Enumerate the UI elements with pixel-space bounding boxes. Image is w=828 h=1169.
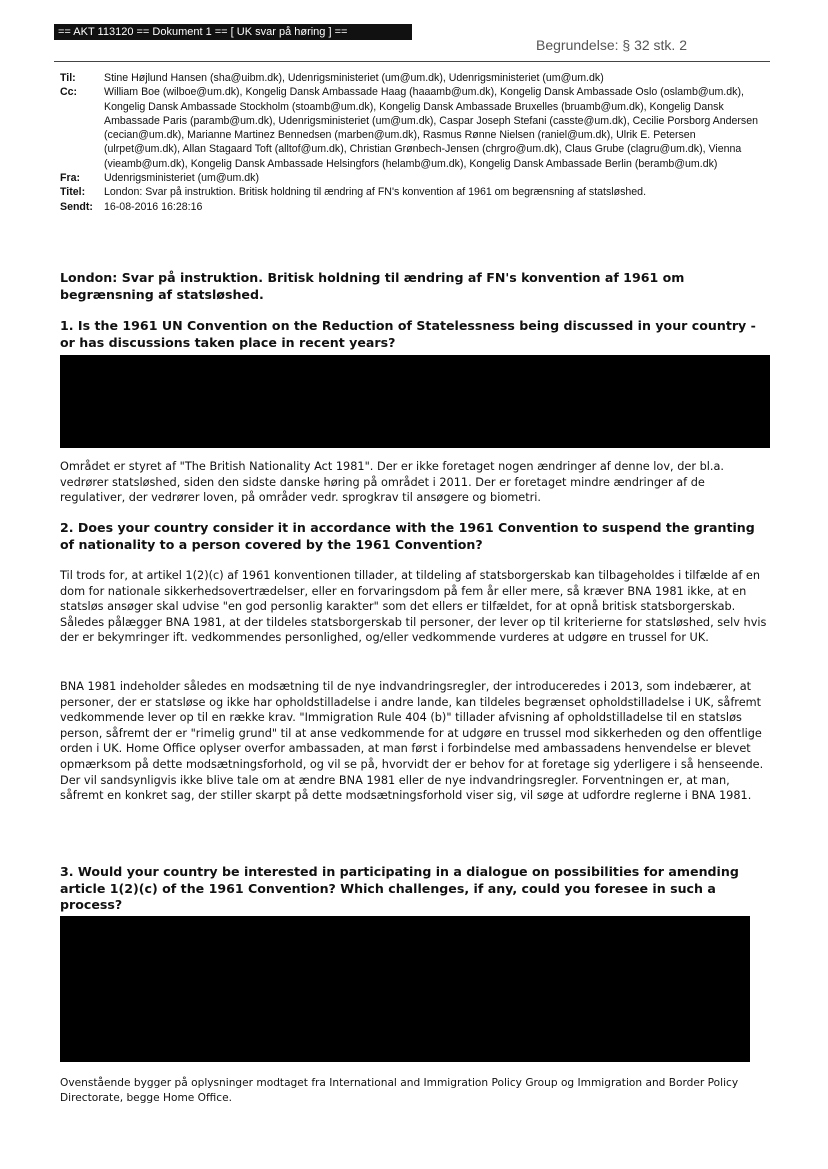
header-divider: [54, 61, 770, 62]
from-row: [60, 171, 772, 185]
cc-value: William Boe (wilboe@um.dk), Kongelig Dansk Ambassade Haag (haaamb@um.dk), Kongelig Dansk Ambassade Oslo (oslamb@um.dk), Kongelig Dansk Ambassade Stockholm (stoamb@um.dk), Kongelig Dansk Ambassade Bruxelles (bruamb@um.dk), Kongelig Dansk Ambassade Paris (paramb@um.dk), Udenrigsministeriet (um@um.dk), Caspar Joseph Stefani (casste@um.dk), Cecilie Porsborg Andersen (cecian@um.dk), Marianne Martinez Bennedsen (marben@um.dk), Rasmus Rønne Nielsen (raniel@um.dk), Ulrik E. Petersen (ulrpet@um.dk), Allan Stagaard Toft (alltof@um.dk), Christian Grønbech-Jensen (chrgro@um.dk), Claus Grube (clagru@um.dk), Vienna (vieamb@um.dk), Kongelig Dansk Ambassade Helsingfors (helamb@um.dk), Kongelig Dansk Ambassade Berlin (beramb@um.dk): [104, 86, 759, 170]
to-label: Til:: [60, 72, 76, 84]
to-row: [60, 71, 772, 85]
to-value: Stine Højlund Hansen (sha@uibm.dk), Udenrigsministeriet (um@um.dk), Udenrigsministeriet (um@um.dk): [104, 72, 604, 84]
title-label: Titel:: [60, 186, 86, 199]
title-row: [60, 185, 772, 199]
question-3: 3. Would your country be interested in participating in a dialogue on possibilities for amending article 1(2)(c) of the 1961 Convention? Which challenges, if any, could you foresee in such a process?: [60, 864, 739, 912]
title-value: London: Svar på instruktion. Britisk holdning til ændring af FN's konvention af 1961 om begrænsning af statsløshed.: [104, 186, 647, 199]
cc-row: [60, 85, 772, 171]
answer-2-paragraph-1: Til trods for, at artikel 1(2)(c) af 1961 konventionen tillader, at tildeling af statsborgerskab kan tilbageholdes i tilfælde af en dom for nationale sikkerhedsovertrædelser, eller en forvaringsdom på fem år eller mere, så kræver BNA 1981 ikke, at en statsløs ansøger skal udvise "en god personlig karakter" som det ellers er tilfældet, for at opnå britisk statsborgerskab. Således pålægger BNA 1981, at der tildeles statsborgerskab til personer, der lever op til kriterierne for statsløshed, selv hvis der er bekymringer ift. vedkommendes personlighed, og/eller vedkommende vurderes at udgøre en trussel for UK.: [60, 569, 767, 645]
question-1: 1. Is the 1961 UN Convention on the Reduction of Statelessness being discussed in your country - or has discussions taken place in recent years?: [60, 318, 756, 350]
cc-label: Cc:: [60, 86, 78, 99]
sent-label: Sendt:: [60, 200, 93, 213]
answer-2-paragraph-2: BNA 1981 indeholder således en modsætning til de nye indvandringsregler, der introduceredes i 2013, som indebærer, at personer, der er statsløse og ikke har opholdstilladelse i andre lande, kan tildeles begrænset opholdstilladelse i UK, såfremt vedkommende lever op til en række krav. "Immigration Rule 404 (b)" tillader afvisning af opholdstilladelse til en statsløs person, såfremt der er "rimelig grund" til at anse vedkommende for at udgøre en trussel mod sikkerheden og den offentlige orden i UK. Home Office oplyser overfor ambassaden, at man først i forbindelse med ambassadens henvendelse er blevet opmærksom på dette modsætningsforhold, og vil se på, hvorvidt der er behov for at foretage sig yderligere i så henseende. Der vil sandsynligvis ikke blive tale om at ændre BNA 1981 eller de nye indvandringsregler. Forventningen er, at man, såfremt en konkret sag, der stiller skarpt på dette modsætningsforhold viser sig, vil søge at udfordre reglerne i BNA 1981.: [60, 680, 764, 803]
from-value: Udenrigsministeriet (um@um.dk): [104, 172, 259, 185]
answer-1-paragraph: Området er styret af "The British Nationality Act 1981". Der er ikke foretaget nogen ændringer af denne lov, der bl.a. vedrører statsløshed, siden den sidste danske høring på området i 2011. Der er foretaget mindre ændringer af de regulativer, der vedrører loven, på områder vedr. sprogkrav til ansøgere og biometri.: [60, 460, 724, 505]
begrundelse-label: Begrundelse: § 32 stk. 2: [536, 37, 687, 53]
document-title: London: Svar på instruktion. Britisk holdning til ændring af FN's konvention af 1961 om begrænsning af statsløshed.: [60, 270, 685, 302]
email-metadata: [60, 71, 772, 214]
redaction-block-2: [60, 916, 750, 1062]
source-note: Ovenstående bygger på oplysninger modtaget fra International and Immigration Policy Group og Immigration and Border Policy Directorate, begge Home Office.: [60, 1077, 739, 1104]
sent-row: [60, 200, 772, 214]
question-2: 2. Does your country consider it in accordance with the 1961 Convention to suspend the granting of nationality to a person covered by the 1961 Convention?: [60, 520, 755, 552]
from-label: Fra:: [60, 172, 81, 185]
document-id-bar: == AKT 113120 == Dokument 1 == [ UK svar på høring ] ==: [54, 24, 412, 40]
redaction-block-1: [60, 355, 770, 448]
sent-value: 16-08-2016 16:28:16: [104, 200, 203, 213]
